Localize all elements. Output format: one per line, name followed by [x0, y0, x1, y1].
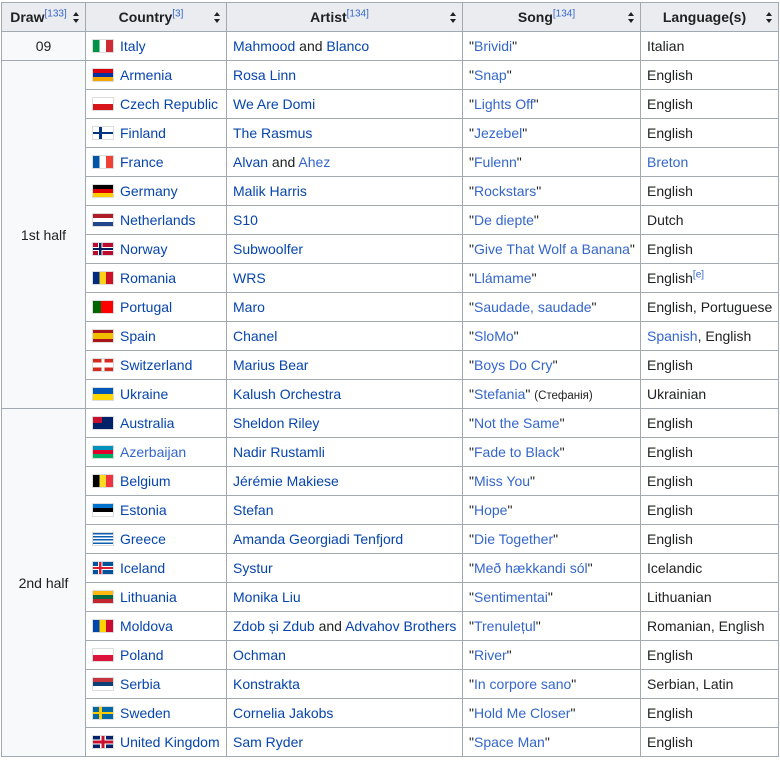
country-link[interactable]: Estonia — [120, 502, 167, 518]
table-row — [2, 264, 779, 293]
artist-link[interactable]: Subwoolfer — [233, 241, 304, 257]
language-text: English — [647, 241, 693, 257]
language-link[interactable]: Breton — [647, 154, 689, 170]
language-cell — [641, 728, 779, 757]
flag-icon-pt — [92, 300, 114, 314]
language-rest: , English — [697, 328, 752, 344]
language-cell — [641, 380, 779, 409]
flag-icon-pl — [92, 648, 114, 662]
artist-link[interactable]: Sheldon Riley — [233, 415, 320, 431]
artist-link[interactable]: Zdob și Zdub — [233, 618, 315, 634]
flag-icon-lt — [92, 590, 114, 604]
country-cell — [86, 670, 227, 699]
artist-cell — [227, 177, 463, 206]
draw-cell-1st-half: 1st half — [2, 61, 86, 409]
language-text: Italian — [647, 38, 685, 54]
country-cell — [86, 496, 227, 525]
header-citation[interactable]: [3] — [172, 8, 184, 20]
header-citation[interactable]: [134] — [346, 8, 369, 20]
country-cell — [86, 438, 227, 467]
country-cell — [86, 206, 227, 235]
column-header-languages[interactable] — [641, 3, 779, 32]
table-row — [2, 61, 779, 90]
country-link[interactable]: Norway — [120, 241, 168, 257]
entries-table — [1, 2, 779, 757]
table-row — [2, 554, 779, 583]
flag-icon-am — [92, 68, 114, 82]
flag-icon-ee — [92, 503, 114, 517]
flag-icon-ua — [92, 387, 114, 401]
country-cell — [86, 728, 227, 757]
language-text: English — [647, 705, 693, 721]
country-cell — [86, 699, 227, 728]
flag-icon-se — [92, 706, 114, 720]
song-cell: "Jezebel" — [463, 119, 641, 148]
country-link[interactable]: Serbia — [120, 676, 161, 692]
country-link[interactable]: Spain — [120, 328, 156, 344]
table-row — [2, 148, 779, 177]
song-link[interactable]: Sentimentai — [473, 589, 548, 605]
table-row — [2, 293, 779, 322]
artist-link-2[interactable]: Advahov Brothers — [345, 618, 457, 634]
flag-icon-ro — [92, 271, 114, 285]
country-link[interactable]: Moldova — [120, 618, 173, 634]
flag-icon-az — [92, 445, 114, 459]
flag-icon-ch — [92, 358, 114, 372]
country-link[interactable]: Greece — [120, 531, 166, 547]
flag-icon-fr — [92, 155, 114, 169]
artist-link[interactable]: Mahmood — [233, 38, 296, 54]
flag-icon-de — [92, 184, 114, 198]
column-header-artist[interactable] — [227, 3, 463, 32]
country-link[interactable]: Lithuania — [120, 589, 177, 605]
artist-cell — [227, 699, 463, 728]
country-link[interactable]: Armenia — [120, 67, 173, 83]
column-header-song[interactable] — [463, 3, 641, 32]
header-label: Draw — [10, 9, 45, 25]
song-link[interactable]: Die Together — [473, 531, 554, 547]
header-label: Song — [517, 9, 553, 25]
table-row — [2, 322, 779, 351]
song-link[interactable]: Not the Same — [473, 415, 560, 431]
song-link[interactable]: In corpore sano — [473, 676, 572, 692]
song-cell: "Hope" — [463, 496, 641, 525]
song-link[interactable]: Boys Do Cry — [473, 357, 553, 373]
flag-icon-md — [92, 619, 114, 633]
artist-link[interactable]: The Rasmus — [233, 125, 313, 141]
song-link[interactable]: Llámame — [473, 270, 532, 286]
country-link[interactable]: Iceland — [120, 560, 166, 576]
language-cell — [641, 699, 779, 728]
flag-icon-gb — [92, 735, 114, 749]
country-cell — [86, 525, 227, 554]
artist-cell — [227, 612, 463, 641]
song-link[interactable]: Með hækkandi sól — [473, 560, 588, 576]
header-label: Country — [118, 9, 173, 25]
country-cell — [86, 467, 227, 496]
song-link[interactable]: Rockstars — [473, 183, 537, 199]
language-cell — [641, 119, 779, 148]
language-cell — [641, 235, 779, 264]
flag-icon-nl — [92, 213, 114, 227]
language-text: English — [647, 125, 693, 141]
artist-link[interactable]: Amanda Georgiadi Tenfjord — [233, 531, 404, 547]
language-cell — [641, 554, 779, 583]
artist-join: and — [295, 38, 327, 54]
song-cell: "Snap" — [463, 61, 641, 90]
country-cell — [86, 264, 227, 293]
song-link[interactable]: Snap — [473, 67, 507, 83]
song-native-title: (Стефанія) — [534, 390, 593, 402]
country-cell — [86, 119, 227, 148]
song-cell: "Stefania" (Стефанія) — [463, 380, 641, 409]
country-link[interactable]: United Kingdom — [120, 734, 220, 750]
artist-cell — [227, 61, 463, 90]
song-link[interactable]: Saudade, saudade — [473, 299, 592, 315]
language-text: English — [647, 473, 693, 489]
language-text: Ukrainian — [647, 386, 707, 402]
artist-link[interactable]: Cornelia Jakobs — [233, 705, 334, 721]
country-cell — [86, 32, 227, 61]
country-cell — [86, 293, 227, 322]
song-cell: "Fade to Black" — [463, 438, 641, 467]
language-text: Icelandic — [647, 560, 703, 576]
artist-link[interactable]: Monika Liu — [233, 589, 301, 605]
artist-link[interactable]: S10 — [233, 212, 258, 228]
artist-cell — [227, 148, 463, 177]
country-link[interactable]: Australia — [120, 415, 175, 431]
song-link[interactable]: Hold Me Closer — [473, 705, 571, 721]
song-cell: "Hold Me Closer" — [463, 699, 641, 728]
song-cell: "Boys Do Cry" — [463, 351, 641, 380]
song-link[interactable]: Lights Off — [473, 96, 534, 112]
flag-icon-au — [92, 416, 114, 430]
flag-icon-rs — [92, 677, 114, 691]
table-row — [2, 380, 779, 409]
artist-link[interactable]: Rosa Linn — [233, 67, 297, 83]
artist-cell — [227, 670, 463, 699]
sort-icon[interactable] — [766, 12, 772, 23]
song-cell: "Trenulețul" — [463, 612, 641, 641]
country-link[interactable]: Belgium — [120, 473, 171, 489]
column-header-country[interactable] — [86, 3, 227, 32]
artist-link[interactable]: Malik Harris — [233, 183, 307, 199]
language-note[interactable]: [e] — [692, 269, 705, 281]
sort-icon[interactable] — [214, 12, 220, 23]
language-text: English, Portuguese — [647, 299, 773, 315]
country-cell — [86, 351, 227, 380]
country-cell — [86, 90, 227, 119]
song-cell: "Saudade, saudade" — [463, 293, 641, 322]
country-link[interactable]: Czech Republic — [120, 96, 219, 112]
artist-link[interactable]: Alvan — [233, 154, 269, 170]
song-link[interactable]: Fulenn — [473, 154, 517, 170]
country-link[interactable]: Azerbaijan — [120, 444, 187, 460]
table-row — [2, 206, 779, 235]
artist-link[interactable]: Nadir Rustamli — [233, 444, 325, 460]
artist-cell — [227, 554, 463, 583]
column-header-draw[interactable] — [2, 3, 86, 32]
song-cell: "River" — [463, 641, 641, 670]
country-link[interactable]: Poland — [120, 647, 164, 663]
artist-cell — [227, 293, 463, 322]
country-link[interactable]: Netherlands — [120, 212, 196, 228]
country-cell — [86, 409, 227, 438]
language-cell — [641, 641, 779, 670]
country-cell — [86, 583, 227, 612]
draw-cell-2nd-half: 2nd half — [2, 409, 86, 757]
language-text: Romanian, English — [647, 618, 765, 634]
country-cell — [86, 148, 227, 177]
country-link[interactable]: Italy — [120, 38, 146, 54]
artist-cell — [227, 32, 463, 61]
language-text: English — [647, 67, 693, 83]
table-row — [2, 409, 779, 438]
artist-link[interactable]: Stefan — [233, 502, 274, 518]
artist-link[interactable]: Jérémie Makiese — [233, 473, 339, 489]
artist-cell — [227, 90, 463, 119]
language-text: English — [647, 183, 693, 199]
artist-link[interactable]: WRS — [233, 270, 266, 286]
table-row — [2, 235, 779, 264]
language-text: English — [647, 415, 693, 431]
header-row — [2, 3, 779, 32]
table-row — [2, 670, 779, 699]
language-text: English — [647, 734, 693, 750]
country-cell — [86, 177, 227, 206]
table-row — [2, 583, 779, 612]
language-text: Lithuanian — [647, 589, 712, 605]
song-link[interactable]: Jezebel — [473, 125, 523, 141]
country-cell — [86, 641, 227, 670]
flag-icon-be — [92, 474, 114, 488]
language-cell — [641, 322, 779, 351]
song-cell: "Die Together" — [463, 525, 641, 554]
country-link[interactable]: Portugal — [120, 299, 173, 315]
artist-link[interactable]: Marius Bear — [233, 357, 309, 373]
country-link[interactable]: Ukraine — [120, 386, 169, 402]
table-row — [2, 177, 779, 206]
song-link[interactable]: Hope — [473, 502, 508, 518]
song-cell: "Give That Wolf a Banana" — [463, 235, 641, 264]
language-cell — [641, 525, 779, 554]
table-row — [2, 119, 779, 148]
song-cell: "In corpore sano" — [463, 670, 641, 699]
artist-cell — [227, 264, 463, 293]
country-cell — [86, 61, 227, 90]
song-cell: "Sentimentai" — [463, 583, 641, 612]
language-text: English — [647, 96, 693, 112]
language-cell — [641, 670, 779, 699]
flag-icon-gr — [92, 532, 114, 546]
table-row — [2, 612, 779, 641]
artist-cell — [227, 641, 463, 670]
language-cell — [641, 293, 779, 322]
song-link[interactable]: Miss You — [473, 473, 531, 489]
flag-icon-no — [92, 242, 114, 256]
song-link[interactable]: Space Man — [473, 734, 545, 750]
language-cell — [641, 206, 779, 235]
header-citation[interactable]: [133] — [44, 8, 67, 20]
sort-icon[interactable] — [450, 12, 456, 23]
artist-link[interactable]: Sam Ryder — [233, 734, 304, 750]
song-cell: "Llámame" — [463, 264, 641, 293]
song-cell: "Með hækkandi sól" — [463, 554, 641, 583]
song-link[interactable]: Stefania — [473, 386, 526, 402]
artist-link[interactable]: We Are Domi — [233, 96, 316, 112]
flag-icon-is — [92, 561, 114, 575]
song-cell: "De diepte" — [463, 206, 641, 235]
country-link[interactable]: France — [120, 154, 164, 170]
song-link[interactable]: River — [473, 647, 507, 663]
country-cell — [86, 380, 227, 409]
language-cell — [641, 409, 779, 438]
song-cell: "Space Man" — [463, 728, 641, 757]
country-link[interactable]: Finland — [120, 125, 166, 141]
country-link[interactable]: Germany — [120, 183, 178, 199]
song-link[interactable]: Fade to Black — [473, 444, 560, 460]
header-citation[interactable]: [134] — [552, 8, 576, 20]
table-row — [2, 525, 779, 554]
country-cell — [86, 322, 227, 351]
language-cell — [641, 61, 779, 90]
country-link[interactable]: Switzerland — [120, 357, 193, 373]
artist-join: and — [268, 154, 299, 170]
artist-cell — [227, 496, 463, 525]
artist-link[interactable]: Chanel — [233, 328, 278, 344]
country-cell — [86, 554, 227, 583]
artist-link-2[interactable]: Blanco — [326, 38, 370, 54]
language-cell — [641, 467, 779, 496]
artist-cell — [227, 235, 463, 264]
header-label: Artist — [310, 9, 347, 25]
table-row — [2, 467, 779, 496]
table-row — [2, 699, 779, 728]
language-text: English — [647, 270, 693, 286]
artist-cell — [227, 728, 463, 757]
song-cell: "Fulenn" — [463, 148, 641, 177]
song-cell: "SloMo" — [463, 322, 641, 351]
artist-cell — [227, 206, 463, 235]
language-cell — [641, 612, 779, 641]
draw-cell: 09 — [2, 32, 86, 61]
song-cell: "Brividi" — [463, 32, 641, 61]
song-cell: "Miss You" — [463, 467, 641, 496]
language-text: English — [647, 531, 693, 547]
language-cell — [641, 264, 779, 293]
language-text: English — [647, 357, 693, 373]
song-link[interactable]: Brividi — [473, 38, 513, 54]
artist-cell — [227, 380, 463, 409]
artist-link[interactable]: Ochman — [233, 647, 286, 663]
song-cell: "Not the Same" — [463, 409, 641, 438]
artist-link-2[interactable]: Ahez — [298, 154, 331, 170]
table-row — [2, 351, 779, 380]
language-link[interactable]: Spanish — [647, 328, 698, 344]
sort-icon[interactable] — [73, 12, 79, 23]
artist-cell — [227, 409, 463, 438]
country-cell — [86, 612, 227, 641]
country-link[interactable]: Romania — [120, 270, 177, 286]
artist-link[interactable]: Konstrakta — [233, 676, 300, 692]
artist-join: and — [314, 618, 346, 634]
language-cell — [641, 177, 779, 206]
song-link[interactable]: Trenulețul — [473, 618, 536, 634]
song-link[interactable]: De diepte — [473, 212, 534, 228]
language-text: English — [647, 444, 693, 460]
language-text: English — [647, 502, 693, 518]
language-cell — [641, 351, 779, 380]
country-cell — [86, 235, 227, 264]
flag-icon-it — [92, 39, 114, 53]
artist-link[interactable]: Kalush Orchestra — [233, 386, 342, 402]
table-row — [2, 728, 779, 757]
language-cell — [641, 583, 779, 612]
language-cell — [641, 90, 779, 119]
table-row — [2, 90, 779, 119]
header-label: Language(s) — [662, 9, 747, 25]
song-link[interactable]: SloMo — [473, 328, 514, 344]
language-text: English — [647, 647, 693, 663]
country-link[interactable]: Sweden — [120, 705, 171, 721]
language-cell — [641, 32, 779, 61]
flag-icon-fi — [92, 126, 114, 140]
artist-cell — [227, 438, 463, 467]
sort-icon[interactable] — [628, 12, 634, 23]
language-cell — [641, 496, 779, 525]
song-link[interactable]: Give That Wolf a Banana — [473, 241, 630, 257]
table-body — [2, 32, 779, 757]
table-row — [2, 641, 779, 670]
artist-cell — [227, 525, 463, 554]
song-cell: "Rockstars" — [463, 177, 641, 206]
artist-link[interactable]: Systur — [233, 560, 273, 576]
table-row — [2, 496, 779, 525]
flag-icon-es — [92, 329, 114, 343]
artist-cell — [227, 322, 463, 351]
artist-cell — [227, 351, 463, 380]
artist-cell — [227, 119, 463, 148]
language-text: Dutch — [647, 212, 684, 228]
language-cell — [641, 438, 779, 467]
song-cell: "Lights Off" — [463, 90, 641, 119]
language-text: Serbian, Latin — [647, 676, 734, 692]
artist-cell — [227, 583, 463, 612]
flag-icon-cz — [92, 97, 114, 111]
table-row — [2, 32, 779, 61]
artist-cell — [227, 467, 463, 496]
table-row — [2, 438, 779, 467]
language-cell — [641, 148, 779, 177]
artist-link[interactable]: Maro — [233, 299, 265, 315]
